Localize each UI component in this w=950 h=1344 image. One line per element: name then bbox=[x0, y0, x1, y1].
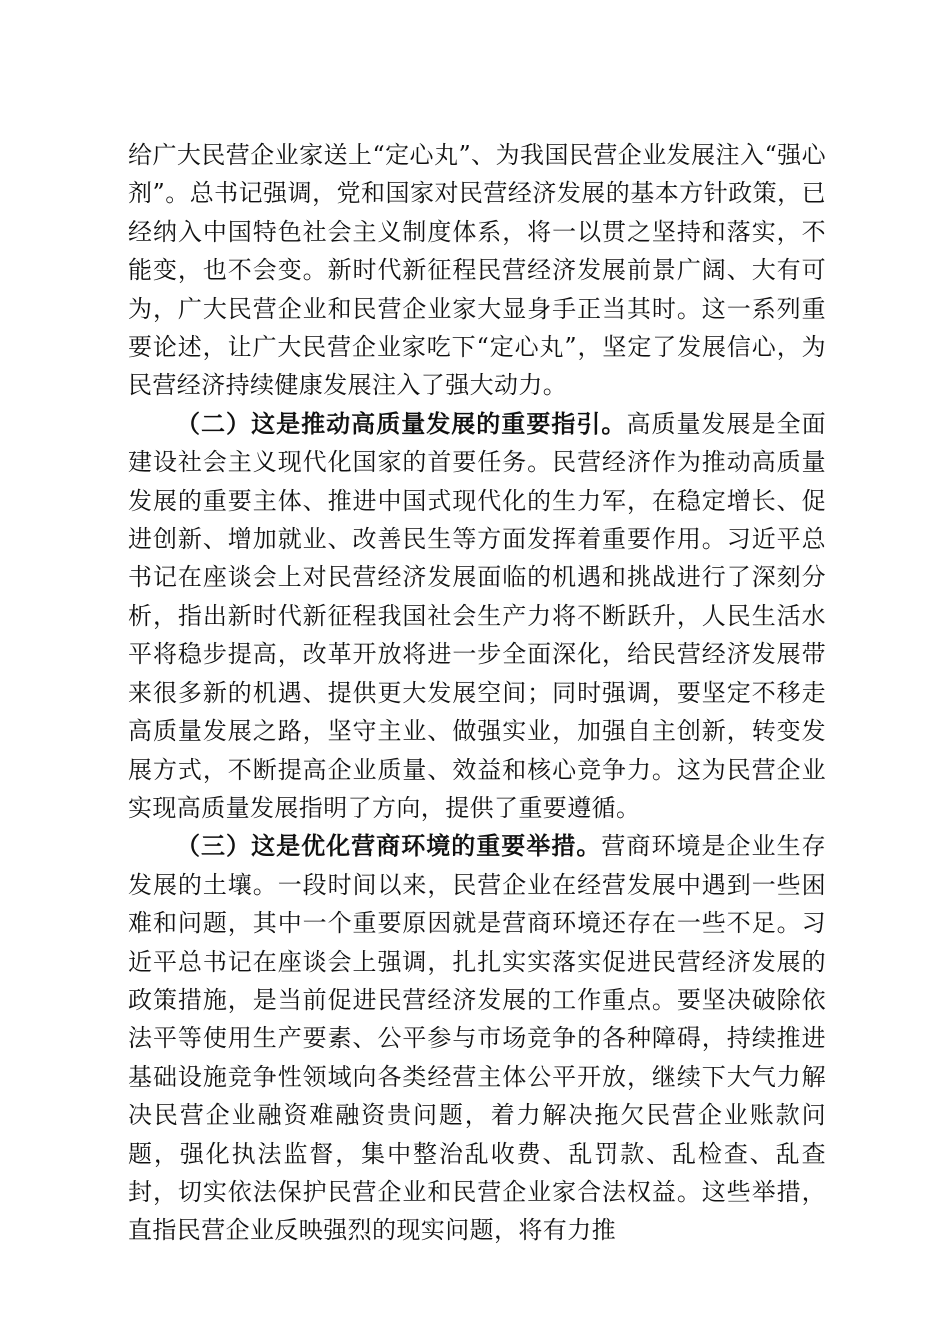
section-two-heading: （二）这是推动高质量发展的重要指引。 bbox=[176, 408, 627, 438]
paragraph-section-three bbox=[128, 827, 826, 1249]
paragraph-continuation bbox=[128, 136, 826, 405]
section-three-heading: （三）这是优化营商环境的重要举措。 bbox=[176, 831, 602, 861]
paragraph-text: 给广大民营企业家送上“定心丸”、为我国民营企业发展注入“强心剂”。总书记强调，党和国家对民营经济发展的基本方针政策，已经纳入中国特色社会主义制度体系，将一以贯之坚持和落实，不能变，也不会变。新时代新征程民营经济发展前景广阔、大有可为，广大民营企业和民营企业家大显身手正当其时。这一系列重要论述，让广大民营企业家吃下“定心丸”，坚定了发展信心，为民营经济持续健康发展注入了强大动力。 bbox=[128, 141, 826, 400]
paragraph-text: 高质量发展是全面建设社会主义现代化国家的首要任务。民营经济作为推动高质量发展的重要主体、推进中国式现代化的生力军，在稳定增长、促进创新、增加就业、改善民生等方面发挥着重要作用。习近平总书记在座谈会上对民营经济发展面临的机遇和挑战进行了深刻分析，指出新时代新征程我国社会生产力将不断跃升，人民生活水平将稳步提高，改革开放将进一步全面深化，给民营经济发展带来很多新的机遇、提供更大发展空间；同时强调，要坚定不移走高质量发展之路，坚守主业、做强实业，加强自主创新，转变发展方式，不断提高企业质量、效益和核心竞争力。这为民营企业实现高质量发展指明了方向，提供了重要遵循。 bbox=[128, 409, 827, 822]
document-body bbox=[128, 136, 826, 1250]
paragraph-section-two bbox=[128, 405, 826, 827]
paragraph-text: 营商环境是企业生存发展的土壤。一段时间以来，民营企业在经营发展中遇到一些困难和问题，其中一个重要原因就是营商环境还存在一些不足。习近平总书记在座谈会上强调，扎扎实实落实促进民营经济发展的政策措施，是当前促进民营经济发展的工作重点。要坚决破除依法平等使用生产要素、公平参与市场竞争的各种障碍，持续推进基础设施竞争性领域向各类经营主体公平开放，继续下大气力解决民营企业融资难融资贵问题，着力解决拖欠民营企业账款问题，强化执法监督，集中整治乱收费、乱罚款、乱检查、乱查封，切实依法保护民营企业和民营企业家合法权益。这些举措，直指民营企业反映强烈的现实问题，将有力推 bbox=[128, 832, 826, 1245]
